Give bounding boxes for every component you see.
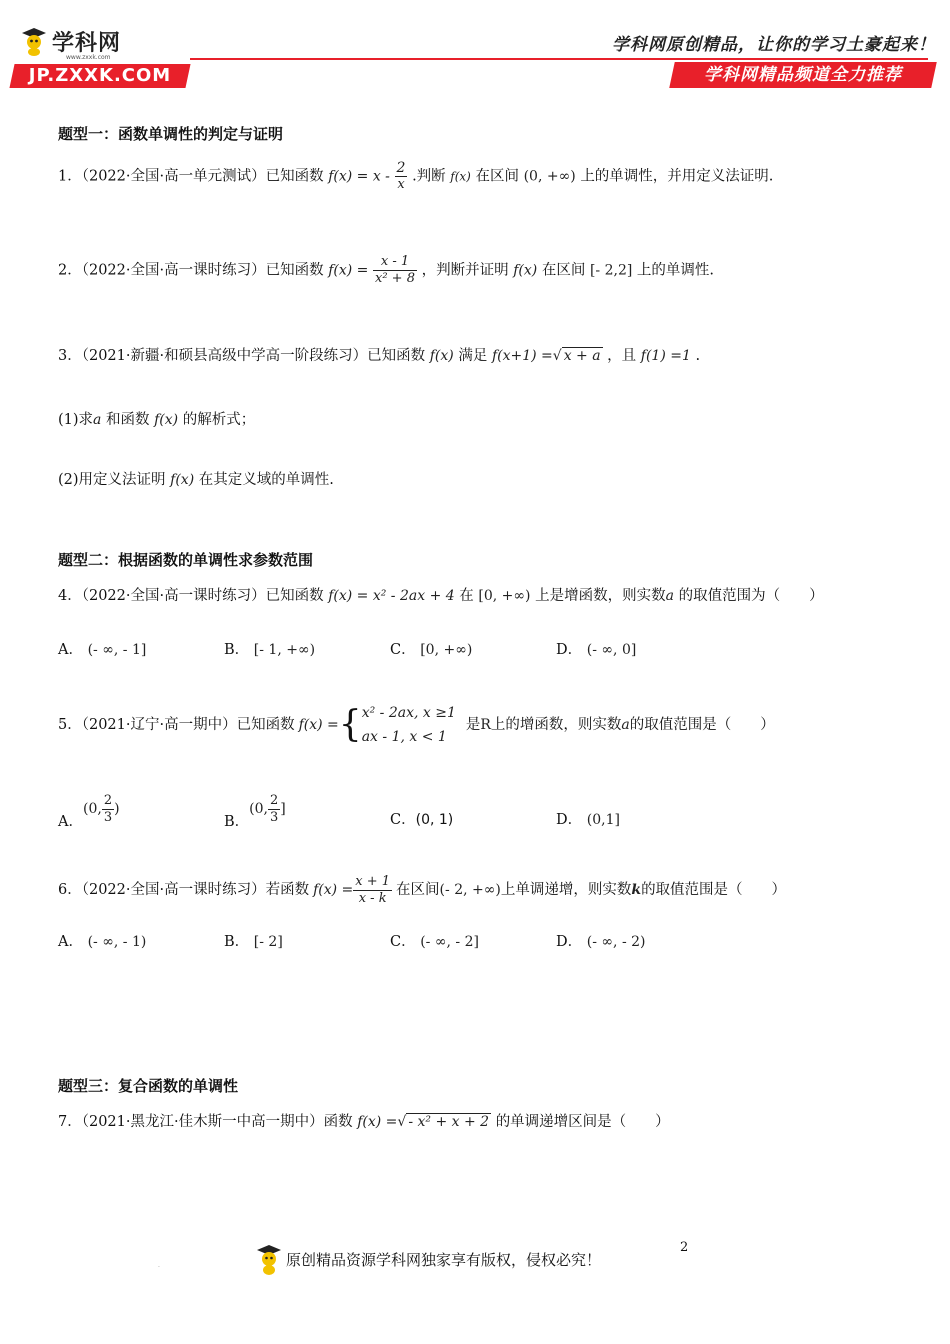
section-title-2: 题型二：根据函数的单调性求参数范围 (58, 551, 314, 569)
option-label: B． (224, 814, 250, 830)
q6-fraction (353, 874, 392, 907)
q3-p1-fx: f(x) (154, 412, 179, 428)
option-value: (- ∞, - 2) (586, 934, 646, 950)
option-value-pre: (0, (82, 801, 102, 817)
logo-url-bar (9, 64, 190, 88)
q2-den: x² + 8 (375, 271, 415, 286)
option-value-post: ] (280, 801, 286, 817)
q4-var: a (665, 588, 674, 604)
q4-option-c[interactable] (390, 640, 472, 660)
q5-option-b[interactable] (224, 786, 286, 832)
section-title-3: 题型三：复合函数的单调性 (58, 1077, 239, 1095)
q3-cond: f(1) =1 (640, 348, 691, 364)
footer-copyright (256, 1242, 601, 1276)
option-value: [- 2] (253, 934, 283, 950)
option-value: (0, 1) (415, 812, 454, 828)
option-label: C． (390, 934, 416, 950)
q3-suffix: . (695, 348, 701, 364)
option-value: (- ∞, 0] (586, 642, 637, 658)
option-label: B． (224, 934, 250, 950)
option-label: A． (58, 814, 83, 830)
q4-suffix: 的取值范围为（ ） (678, 588, 824, 604)
q3-fx: f(x) (429, 348, 454, 364)
logo-url: JP.ZXXK.COM (28, 65, 172, 86)
q2-mid: ，判断并证明 (421, 262, 509, 279)
q1-function: f(x) = x - (328, 168, 390, 185)
option-den: 3 (269, 809, 279, 825)
q6-num: x + 1 (355, 873, 391, 889)
q6-var: k (631, 882, 642, 898)
q2-prefix: 2．（2022·全国·高一课时练习）已知函数 (58, 262, 324, 279)
option-label: D． (556, 934, 583, 950)
q3-p2-a: (2)用定义法证明 (58, 472, 166, 488)
option-label: B． (224, 642, 250, 658)
q2-num: x - 1 (373, 254, 417, 271)
page-number: 2 (680, 1240, 689, 1255)
q6-mid: 在区间 (396, 882, 440, 898)
q3-part-1 (58, 410, 255, 430)
option-value-pre: (0, (249, 801, 268, 817)
q3-eq: f(x+1) = (491, 348, 553, 364)
question-4 (58, 586, 824, 606)
q2-suffix: 上的单调性. (636, 262, 715, 279)
site-logo[interactable] (12, 26, 192, 90)
q7-suffix: 的单调递增区间是（ ） (495, 1114, 670, 1130)
q4-interval: [0, +∞) (478, 588, 531, 604)
q4-option-a[interactable] (58, 640, 146, 660)
q5-suffix: 的取值范围是（ ） (629, 717, 775, 733)
q3-p1-var: a (93, 412, 102, 428)
q7-root: - x² + x + 2 (408, 1114, 490, 1130)
option-value: (0,1] (586, 812, 620, 828)
q6-suffix: 的取值范围是（ ） (641, 882, 787, 898)
q1-fraction (395, 160, 408, 193)
q5-function: f(x) = (298, 717, 339, 733)
q3-p1-b: 和函数 (106, 412, 150, 428)
q5-options (58, 786, 758, 830)
q5-brace: { (338, 704, 362, 745)
q3-prefix: 3．（2021·新疆·和硕县高级中学高一阶段练习）已知函数 (58, 348, 426, 364)
q1-den: x (397, 177, 405, 192)
q1-mid2: 在区间 (475, 168, 519, 185)
q6-interval: (- 2, +∞) (439, 882, 501, 898)
q6-option-a[interactable] (58, 932, 146, 952)
option-value: (- ∞, - 2] (420, 934, 479, 950)
option-label: A． (58, 934, 83, 950)
q1-interval: (0, +∞) (523, 168, 576, 185)
option-value: (- ∞, - 1] (87, 642, 147, 658)
mascot-icon (20, 26, 48, 56)
q5-mid2: 上的增函数，则实数 (490, 717, 622, 733)
q4-option-d[interactable] (556, 640, 636, 660)
q3-mid: 满足 (458, 348, 488, 364)
footer-dot: . (158, 1262, 160, 1269)
mascot-icon (256, 1242, 282, 1276)
q5-option-d[interactable] (556, 810, 620, 830)
q5-option-c[interactable] (390, 810, 453, 830)
option-value: [0, +∞) (420, 642, 473, 658)
header-banner[interactable] (669, 62, 937, 88)
q1-prefix: 1．（2022·全国·高一单元测试）已知函数 (58, 168, 324, 185)
section-title-1: 题型一：函数单调性的判定与证明 (58, 125, 284, 143)
q2-interval: [- 2,2] (589, 262, 633, 279)
q1-num: 2 (396, 160, 406, 176)
question-2 (58, 254, 714, 287)
option-label: D． (556, 812, 583, 828)
q2-fx2: f(x) (513, 262, 538, 279)
q4-option-b[interactable] (224, 640, 315, 660)
option-label: C． (390, 642, 416, 658)
q3-mid2: ，且 (607, 348, 637, 364)
option-den: 3 (103, 809, 113, 825)
q4-function: f(x) = x² - 2ax + 4 (328, 588, 455, 604)
header-slogan: 学科网原创精品，让你的学习土豪起来！ (612, 35, 936, 55)
q6-option-d[interactable] (556, 932, 646, 952)
q5-var: a (621, 717, 630, 733)
option-value: (- ∞, - 1) (87, 934, 147, 950)
q2-mid2: 在区间 (541, 262, 586, 279)
q5-mid: 是 (465, 717, 481, 733)
q3-p1-a: (1)求 (58, 412, 94, 428)
q6-option-b[interactable] (224, 932, 283, 952)
q3-p2-b: 在其定义域的单调性. (198, 472, 334, 488)
option-label: D． (556, 642, 583, 658)
q5-prefix: 5．（2021·辽宁·高一期中）已知函数 (58, 717, 295, 733)
q3-p1-c: 的解析式； (182, 412, 256, 428)
option-label: A． (58, 642, 83, 658)
q2-fraction (373, 254, 417, 287)
logo-text: 学科网 (52, 30, 122, 56)
q3-p2-fx: f(x) (170, 472, 195, 488)
option-label: C． (390, 812, 416, 828)
q1-mid: .判断 (412, 168, 446, 185)
q1-fx2: f(x) (450, 169, 471, 184)
q6-den: x - k (358, 890, 387, 906)
q6-function: f(x) = (313, 882, 354, 898)
option-num: 2 (103, 792, 113, 808)
q5-case-1: x² - 2ax, x ≥1 (361, 705, 456, 721)
q5-cases (362, 701, 456, 749)
option-fraction (102, 793, 114, 826)
footer-text: 原创精品资源学科网独家享有版权，侵权必究！ (286, 1250, 602, 1269)
q1-suffix: 上的单调性，并用定义法证明. (580, 168, 774, 185)
q6-prefix: 6．（2022·全国·高一课时练习）若函数 (58, 882, 310, 898)
q2-function: f(x) = (328, 262, 369, 279)
question-7: 7．（2021·黑龙江·佳木斯一中高一期中）函数 f(x) =√ - x² + x + 2 的单调递增区间是（ ） (58, 1114, 670, 1130)
option-fraction (268, 793, 280, 826)
question-6 (58, 870, 786, 910)
q5-case-2: ax - 1, x < 1 (361, 729, 447, 745)
q5-option-a[interactable] (58, 786, 120, 832)
q4-mid: 在 (459, 588, 474, 604)
question-3: 3．（2021·新疆·和硕县高级中学高一阶段练习）已知函数 f(x) 满足 f(x+1) =√ x + a ，且 f(1) =1 . (58, 348, 701, 364)
q7-function: f(x) = (357, 1114, 398, 1130)
header-divider (190, 58, 928, 60)
q4-mid2: 上是增函数，则实数 (535, 588, 666, 604)
option-value: [- 1, +∞) (253, 642, 316, 658)
q4-prefix: 4．（2022·全国·高一课时练习）已知函数 (58, 588, 324, 604)
header-banner-text: 学科网精品频道全力推荐 (704, 65, 902, 85)
question-1 (58, 160, 773, 193)
q7-prefix: 7．（2021·黑龙江·佳木斯一中高一期中）函数 (58, 1114, 353, 1130)
option-value-post: ) (114, 801, 120, 817)
q6-mid2: 上单调递增，则实数 (500, 882, 632, 898)
question-5 (58, 700, 775, 750)
q3-root: x + a (563, 348, 601, 364)
q6-option-c[interactable] (390, 932, 479, 952)
logo-small-url: www.zxxk.com (66, 54, 111, 61)
q5-R: R (480, 717, 491, 733)
q3-part-2 (58, 470, 334, 490)
option-num: 2 (269, 792, 279, 808)
